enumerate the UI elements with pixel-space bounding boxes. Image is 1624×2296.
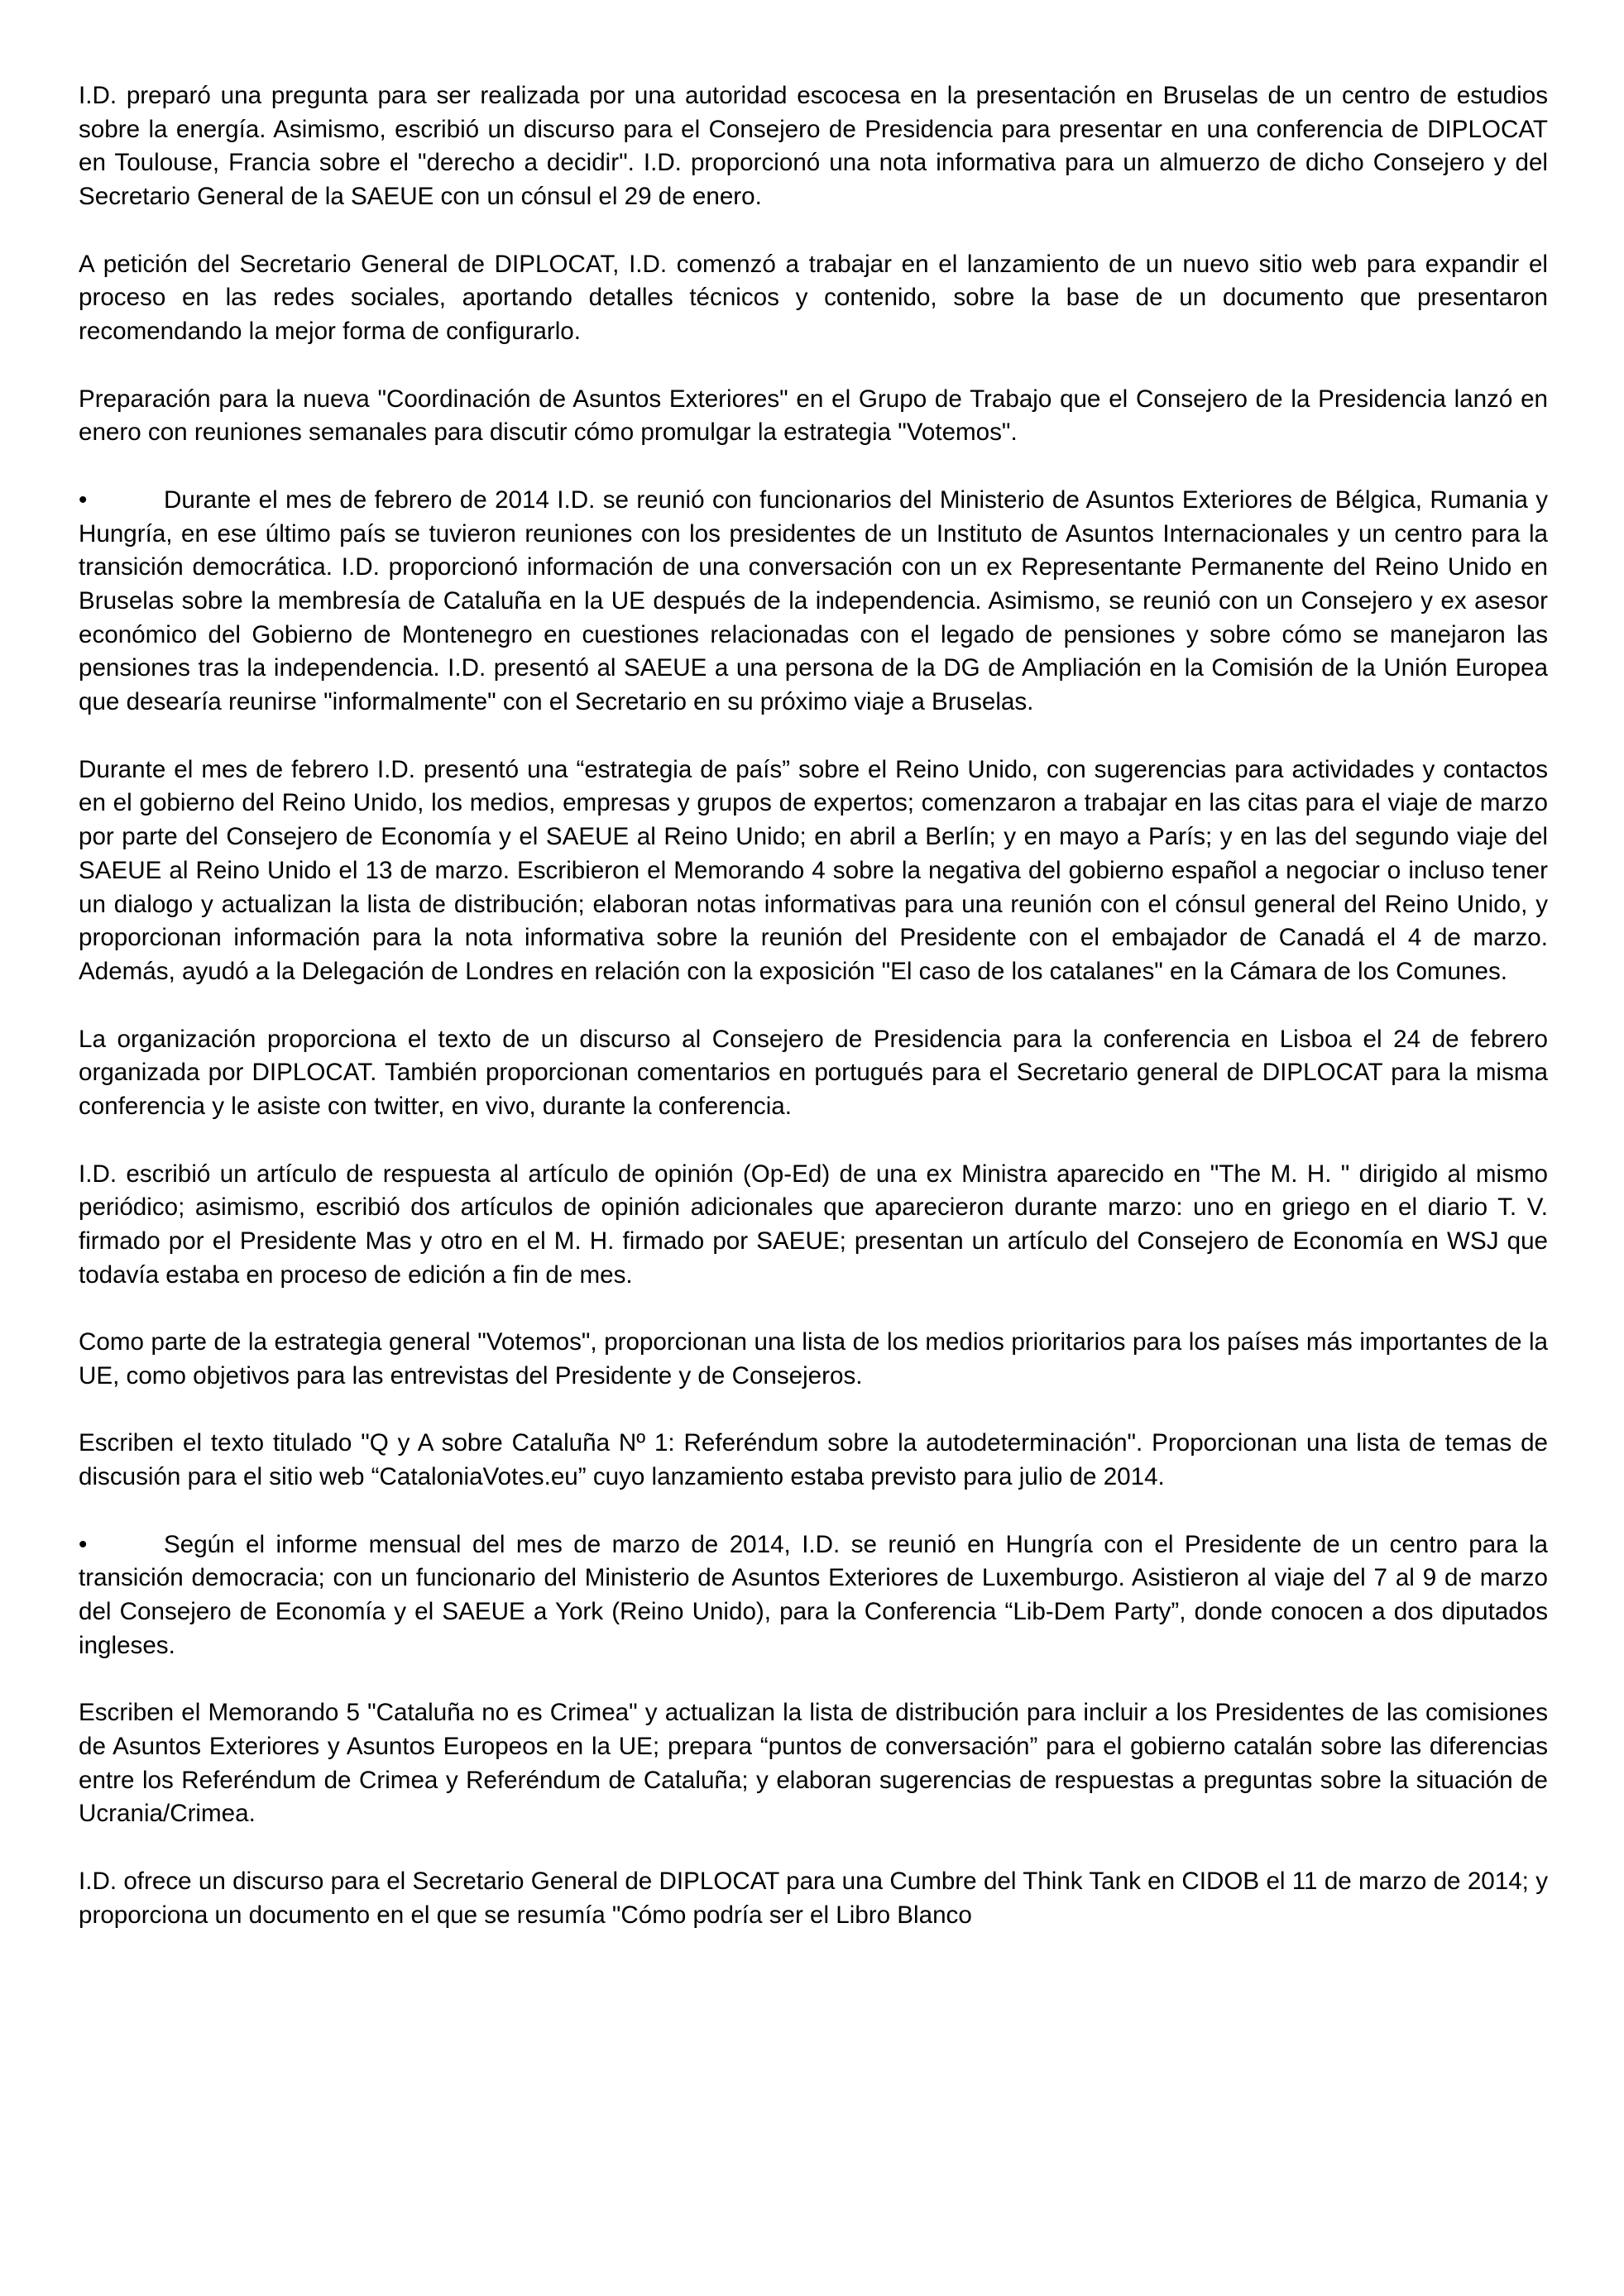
bullet-paragraph-text: Durante el mes de febrero de 2014 I.D. se reunió con funcionarios del Ministerio de Asuntos Exteriores de Bélgica, Rumania y Hungría, en ese último país se tuvieron reuniones con los presidentes de un Instituto de Asuntos Internacionales y un centro para la transición democrática. I.D. proporcionó información de una conversación con un ex Representante Permanente del Reino Unido en Bruselas sobre la membresía de Cataluña en la UE después de la independencia. Asimismo, se reunió con un Consejero y ex asesor económico del Gobierno de Montenegro en cuestiones relacionadas con el legado de pensiones y sobre cómo se manejaron las pensiones tras la independencia. I.D. presentó al SAEUE a una persona de la DG de Ampliación en la Comisión de la Unión Europea que desearía reunirse "informalmente" con el Secretario en su próximo viaje a Bruselas. xyxy=(79,486,1548,716)
paragraph-3: Preparación para la nueva "Coordinación de Asuntos Exteriores" en el Grupo de Trabajo que el Consejero de la Presidencia lanzó en enero con reuniones semanales para discutir cómo promulgar la estrategia "Votemos". xyxy=(79,385,1548,447)
paragraph-2: A petición del Secretario General de DIPLOCAT, I.D. comenzó a trabajar en el lanzamiento de un nuevo sitio web para expandir el proceso en las redes sociales, aportando detalles técnicos y contenido, sobre la base de un documento que presentaron recomendando la mejor forma de configurarlo. xyxy=(79,250,1548,346)
paragraph-11: Escriben el Memorando 5 "Cataluña no es Crimea" y actualizan la lista de distribución para incluir a los Presidentes de las comisiones de Asuntos Exteriores y Asuntos Europeos en la UE; prepara “puntos de conversación” para el gobierno catalán sobre las diferencias entre los Referéndum de Crimea y Referéndum de Cataluña; y elaboran sugerencias de respuestas a preguntas sobre la situación de Ucrania/Crimea. xyxy=(79,1699,1548,1828)
paragraph-12: I.D. ofrece un discurso para el Secretario General de DIPLOCAT para una Cumbre del Think Tank en CIDOB el 11 de marzo de 2014; y proporciona un documento en el que se resumía "Cómo podría ser el Libro Blanco xyxy=(79,1867,1548,1929)
bullet-icon: • xyxy=(79,1530,88,1558)
paragraph-5: Durante el mes de febrero I.D. presentó una “estrategia de país” sobre el Reino Unido, con sugerencias para actividades y contactos en el gobierno del Reino Unido, los medios, empresas y grupos de expertos; comenzaron a trabajar en las citas para el viaje de marzo por parte del Consejero de Economía y el SAEUE al Reino Unido; en abril a Berlín; y en mayo a París; y en las del segundo viaje del SAEUE al Reino Unido el 13 de marzo. Escribieron el Memorando 4 sobre la negativa del gobierno español a negociar o incluso tener un dialogo y actualizan la lista de distribución; elaboran notas informativas para una reunión con el cónsul general del Reino Unido, y proporcionan información para la nota informativa sobre la reunión del Presidente con el embajador de Canadá el 4 de marzo. Además, ayudó a la Delegación de Londres en relación con la exposición "El caso de los catalanes" en la Cámara de los Comunes. xyxy=(79,755,1548,986)
paragraph-7: I.D. escribió un artículo de respuesta al artículo de opinión (Op-Ed) de una ex Ministra aparecido en "The M. H. " dirigido al mismo periódico; asimismo, escribió dos artículos de opinión adicionales que aparecieron durante marzo: uno en griego en el diario T. V. firmado por el Presidente Mas y otro en el M. H. firmado por SAEUE; presentan un artículo del Consejero de Economía en WSJ que todavía estaba en proceso de edición a fin de mes. xyxy=(79,1160,1548,1289)
bullet-paragraph-febrero-2014 xyxy=(79,484,1548,720)
bullet-icon: • xyxy=(79,486,88,514)
paragraph-9: Escriben el texto titulado "Q y A sobre Cataluña Nº 1: Referéndum sobre la autodeterminación". Proporcionan una lista de temas de discusión para el sitio web “CataloniaVotes.eu” cuyo lanzamiento estaba previsto para julio de 2014. xyxy=(79,1429,1548,1491)
paragraph-1: I.D. preparó una pregunta para ser realizada por una autoridad escocesa en la presentación en Bruselas de un centro de estudios sobre la energía. Asimismo, escribió un discurso para el Consejero de Presidencia para presentar en una conferencia de DIPLOCAT en Toulouse, Francia sobre el "derecho a decidir". I.D. proporcionó una nota informativa para un almuerzo de dicho Consejero y del Secretario General de la SAEUE con un cónsul el 29 de enero. xyxy=(79,82,1548,211)
bullet-paragraph-text: Según el informe mensual del mes de marzo de 2014, I.D. se reunió en Hungría con el Presidente de un centro para la transición democracia; con un funcionario del Ministerio de Asuntos Exteriores de Luxemburgo. Asistieron al viaje del 7 al 9 de marzo del Consejero de Economía y el SAEUE a York (Reino Unido), para la Conferencia “Lib-Dem Party”, donde conocen a dos diputados ingleses. xyxy=(79,1530,1548,1659)
paragraph-6: La organización proporciona el texto de un discurso al Consejero de Presidencia para la conferencia en Lisboa el 24 de febrero organizada por DIPLOCAT. También proporcionan comentarios en portugués para el Secretario general de DIPLOCAT para la misma conferencia y le asiste con twitter, en vivo, durante la conferencia. xyxy=(79,1025,1548,1121)
paragraph-8: Como parte de la estrategia general "Votemos", proporcionan una lista de los medios prioritarios para los países más importantes de la UE, como objetivos para las entrevistas del Presidente y de Consejeros. xyxy=(79,1328,1548,1390)
bullet-paragraph-marzo-2014 xyxy=(79,1528,1548,1663)
document-page xyxy=(79,79,1548,1966)
